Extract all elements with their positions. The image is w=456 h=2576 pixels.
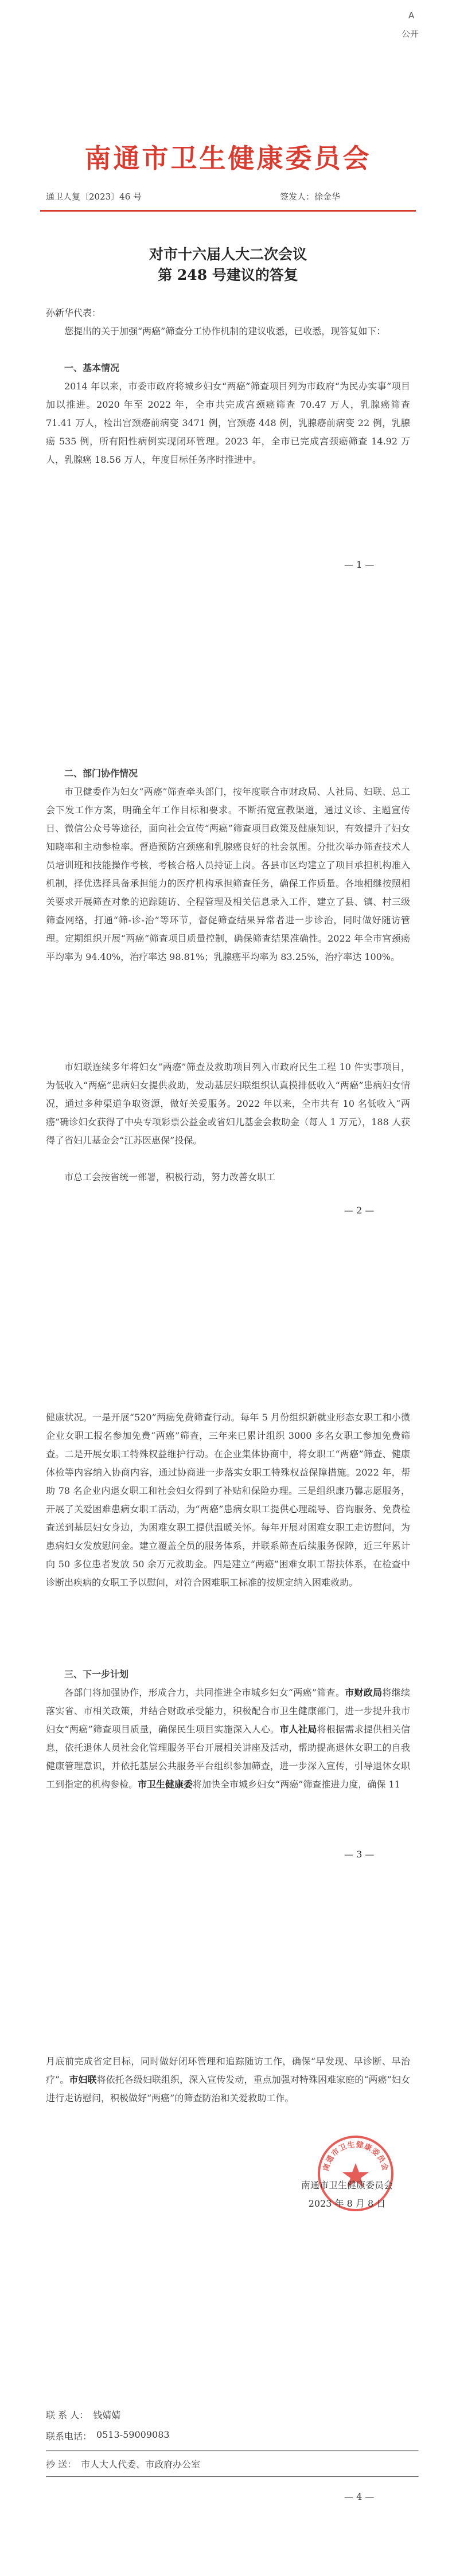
- section-2-paragraph-3: 市总工会按省统一部署，积极行动，努力改善女职工: [64, 1172, 276, 1182]
- page-4: [0, 1932, 456, 2576]
- page-number: — 1 —: [344, 559, 375, 570]
- title-line-2: 第 248 号建议的答复: [158, 267, 298, 283]
- signature-date: 2023 年 8 月 8 日: [308, 2198, 386, 2209]
- section-2-paragraph-4: 健康状况。一是开展“520”两癌免费筛查行动。每年 5 月份组织新就业形态女职工和小微企业女职工报名参加免费“两癌”筛查，三年来已累计组织 3000 多名女职工参加免费筛查。二是开展女职工特殊权益维护行动。在企业集体协商中，将女职工“两癌”筛查、健康体检等内容纳入协商内容，通过协商进一步落实女职工特殊权益保障措施。2022 年，帮助 78 名企业内退女职工和社会妇女得到了补贴和保险办理。三是组织康乃馨志愿服务，开展了关爱困难患病女职工活动，为“两癌”患病女职工提供心理疏导、咨询服务、免费检查送到基层妇女身边，为困难女职工提供温暖关怀。每年开展对困难女职工走访慰问，为患病妇女发放慰问金。建立覆盖全员的服务体系，并联系筛查后续服务保障，近三年累计向 50 多位患者发放 50 余万元救助金。四是建立“两癌”困难女职工帮扶体系，在检查中诊断出疾病的女职工予以慰问，对符合困难职工标准的按规定纳入困难救助。: [46, 1412, 410, 1588]
- cc-value: 市人大人代委、市政府办公室: [81, 2459, 201, 2470]
- signer: 签发人：徐金华: [280, 192, 341, 202]
- page-1: [0, 0, 456, 644]
- contact-label: 联 系 人：: [46, 2410, 89, 2421]
- section-1-paragraph: 2014 年以来，市委市政府将城乡妇女“两癌”筛查项目列为市政府“为民办实事”项目加以推进。2020 年至 2022 年，全市共完成宫颈癌筛查 70.47 万人，乳腺癌筛查 71.41 万人，检出宫颈癌前病变 3471 例，宫颈癌 448 例，乳腺癌前病变 22 例，乳腺癌 535 例，所有阳性病例实现闭环管理。2023 年，全市已完成宫颈癌筛查 14.92 万人，乳腺癌 18.56 万人，年度目标任务序时推进中。: [46, 381, 410, 465]
- section-1-heading: 一、基本情况: [64, 362, 120, 373]
- page-number: — 4 —: [344, 2491, 375, 2502]
- disclosure-mark: 公开: [402, 29, 419, 39]
- page-number: — 2 —: [344, 1205, 375, 1216]
- section-3-paragraph: 各部门将加强协作，形成合力，共同推进全市城乡妇女“两癌”筛查。市财政局将继续落实省、市相关政策，并结合财政承受能力，积极配合市卫生健康部门，进一步提升我市妇女“两癌”筛查项目质量，确保民生项目实施深入人心。市人社局将根据需求提供相关信息，依托退休人员社会化管理服务平台开展相关讲座及活动，帮助提高退休女职工的自我健康管理意识，并依托基层公共服务平台组织参加筛查，进一步深入宣传，引导退休女职工到指定的机构参检。市卫生健康委将加快全市城乡妇女“两癌”筛查推进力度，确保 11: [46, 1687, 410, 1790]
- keyword-health-commission: 市卫生健康委: [138, 1779, 193, 1790]
- section-3-paragraph-continued: 月底前完成省定目标，同时做好闭环管理和追踪随访工作，确保“早发现、早诊断、早治疗”。市妇联将依托各级妇联组织，深入宣传发动，重点加强对特殊困难家庭的“两癌”妇女进行走访慰问，积极做好“两癌”的筛查防治和关爱救助工作。: [46, 2056, 410, 2103]
- page-2: [0, 644, 456, 1288]
- cc-label: 抄 送：: [46, 2459, 77, 2470]
- contact-divider: [46, 2450, 419, 2452]
- page-3: [0, 1288, 456, 1932]
- issuing-organization: 南通市卫生健康委员会: [84, 143, 372, 174]
- contact-name: 钱婧婧: [93, 2410, 121, 2421]
- phone-label: 联系电话：: [46, 2431, 92, 2442]
- salutation: 孙新华代表：: [46, 307, 102, 318]
- phone-value: 0513-59009083: [96, 2429, 170, 2440]
- page-number: — 3 —: [344, 1849, 375, 1860]
- intro-paragraph: 您提出的关于加强“两癌”筛查分工协作机制的建议收悉，已收悉，现答复如下：: [64, 326, 386, 337]
- section-2-paragraph-2: 市妇联连续多年将妇女“两癌”筛查及救助项目列入市政府民生工程 10 件实事项目，为低收入“两癌”患病妇女提供救助，发动基层妇联组织认真摸排低收入“两癌”患病妇女情况，通过多种渠道争取资源，做好关爱服务。2022 年以来，全市共有 10 名低收入“两癌”确诊妇女获得了中央专项彩票公益金或省妇儿基金会救助金（每人 1 万元），188 人获得了省妇儿基金会“江苏医惠保”投保。: [46, 1061, 410, 1146]
- contact-block: [46, 2408, 419, 2477]
- signature-block: [275, 2133, 419, 2225]
- section-3-heading: 三、下一步计划: [64, 1669, 129, 1680]
- keyword-finance-bureau: 市财政局: [345, 1687, 383, 1698]
- red-divider: [40, 210, 416, 212]
- signature-organization: 南通市卫生健康委员会: [301, 2180, 393, 2191]
- svg-text:南通市卫生健康委员会: 南通市卫生健康委员会: [322, 2140, 389, 2172]
- title-line-1: 对市十六届人大二次会议: [149, 246, 307, 263]
- document-number: 通卫人复〔2023〕46 号: [46, 192, 142, 202]
- keyword-womens-federation: 市妇联: [69, 2074, 97, 2085]
- section-2-heading: 二、部门协作情况: [64, 768, 138, 779]
- cc-divider: [46, 2476, 419, 2477]
- keyword-hr-bureau: 市人社局: [279, 1724, 317, 1735]
- classification-letter: A: [408, 10, 415, 21]
- section-2-paragraph-1: 市卫健委作为妇女“两癌”筛查牵头部门，按年度联合市财政局、人社局、妇联、总工会下发工作方案，明确全年工作目标和要求。不断拓宽宣教渠道，通过义诊、主题宣传日、微信公众号等途径，面向社会宣传“两癌”筛查项目政策及健康知识，有效提升了妇女知晓率和主动参检率。督造预防宫颈癌和乳腺癌良好的社会氛围。分批次举办筛查技术人员培训班和技能操作考核，考核合格人员持证上岗。各县市区均建立了项目承担机构准入机制，择优选择具备承担能力的医疗机构承担筛查任务，确保工作质量。各地相继按照相关要求开展筛查对象的追踪随访、全程管理及相关信息录入工作，建立了县、镇、村三级筛查网络，打通“筛-诊-治”等环节，督促筛查结果异常者进一步诊治，同时做好随访管理。定期组织开展“两癌”筛查项目质量控制，确保筛查结果准确性。2022 年全市宫颈癌平均率为 94.40%，治疗率达 98.81%；乳腺癌平均率为 83.25%，治疗率达 100%。: [46, 786, 410, 962]
